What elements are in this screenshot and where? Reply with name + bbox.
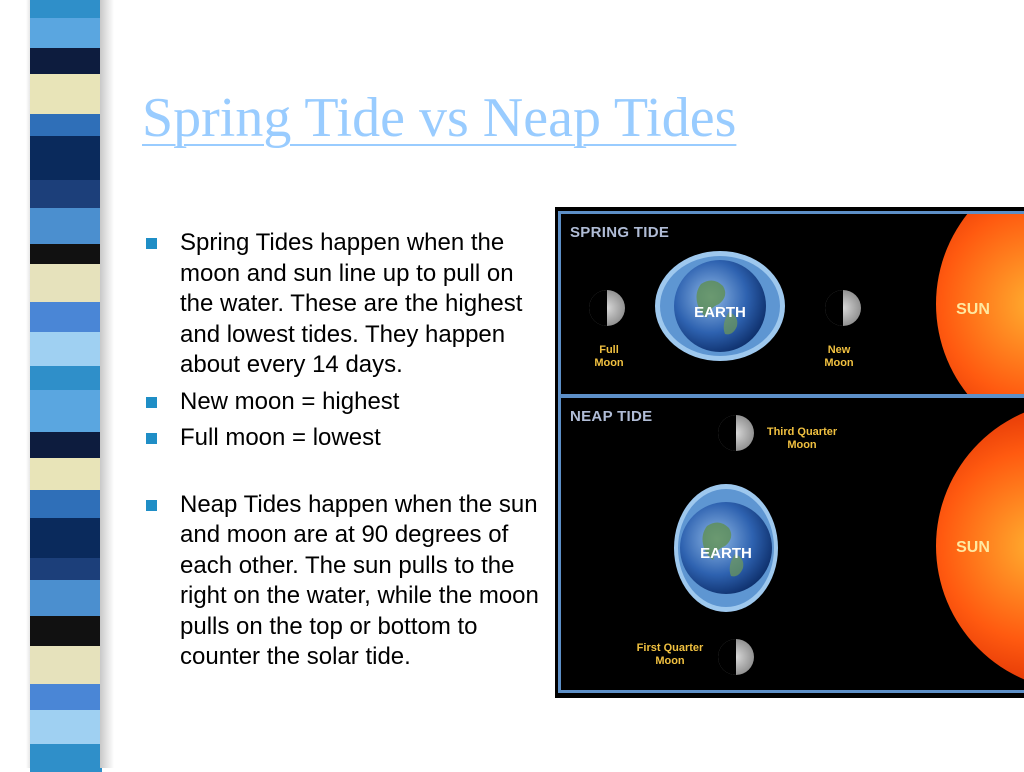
decorative-stripe <box>30 490 102 518</box>
decorative-stripe-bar <box>30 0 102 768</box>
decorative-stripe <box>30 180 102 208</box>
decorative-stripe <box>30 208 102 244</box>
full-moon-label <box>591 344 627 370</box>
new-moon-label-line2: Moon <box>824 357 854 369</box>
bullet-list <box>146 228 546 673</box>
earth-label: EARTH <box>694 304 746 321</box>
neap-tide-panel <box>558 395 1024 693</box>
new-moon-label-line1: New <box>827 344 851 356</box>
decorative-stripe <box>30 366 102 390</box>
decorative-stripe <box>30 302 102 332</box>
bullet-marker-icon <box>146 397 157 408</box>
sun-label: SUN <box>956 301 990 318</box>
bullet-neap-tides <box>146 490 546 673</box>
decorative-stripe <box>30 684 102 710</box>
decorative-stripe <box>30 458 102 490</box>
decorative-stripe <box>30 646 102 684</box>
bullet-full-moon <box>146 423 546 454</box>
decorative-stripe <box>30 264 102 302</box>
full-moon-label-line2: Moon <box>594 357 624 369</box>
bullet-marker-icon <box>146 433 157 444</box>
spring-tide-panel <box>558 211 1024 397</box>
bullet-text: Neap Tides happen when the sun and moon are at 90 degrees of each other. The sun pulls to the right on the water, while the moon pulls on the top or bottom to counter the solar tide. <box>180 490 539 670</box>
decorative-stripe <box>30 0 102 18</box>
neap-tide-label: NEAP TIDE <box>570 408 653 425</box>
bullet-text: New moon = highest <box>180 387 400 415</box>
earth-label: EARTH <box>700 545 752 562</box>
decorative-stripe <box>30 244 102 264</box>
first-quarter-moon-label <box>625 642 715 668</box>
decorative-stripe <box>30 558 102 580</box>
decorative-stripe <box>30 48 102 74</box>
first-quarter-label-line1: First Quarter <box>636 642 704 654</box>
decorative-stripe <box>30 616 102 646</box>
spring-tide-label: SPRING TIDE <box>570 224 670 241</box>
decorative-stripe <box>30 332 102 366</box>
decorative-stripe <box>30 710 102 744</box>
decorative-stripe <box>30 114 102 136</box>
slide-title: Spring Tide vs Neap Tides <box>142 87 737 149</box>
bullet-new-moon <box>146 387 546 418</box>
bullet-spring-tides <box>146 228 546 381</box>
bullet-text: Full moon = lowest <box>180 424 381 451</box>
first-quarter-label-line2: Moon <box>655 655 685 667</box>
decorative-stripe <box>30 432 102 458</box>
decorative-stripe <box>30 518 102 558</box>
bullet-marker-icon <box>146 238 157 249</box>
decorative-stripe <box>30 74 102 114</box>
full-moon-label-line1: Full <box>599 344 619 356</box>
third-quarter-moon-label <box>757 426 847 452</box>
decorative-stripe <box>30 136 102 180</box>
tide-diagram <box>555 207 1024 698</box>
spring-tide-scene <box>561 214 1024 394</box>
new-moon-label <box>819 344 859 370</box>
decorative-stripe <box>30 580 102 616</box>
decorative-stripe <box>30 18 102 48</box>
decorative-stripe <box>30 390 102 432</box>
sun-label: SUN <box>956 539 990 556</box>
third-quarter-label-line1: Third Quarter <box>766 426 838 438</box>
stripe-bar-shadow <box>100 0 114 768</box>
bullet-marker-icon <box>146 500 157 511</box>
bullet-text: Spring Tides happen when the moon and sun line up to pull on the water. These are the highest and lowest tides. They happen about every 14 days. <box>180 229 523 378</box>
third-quarter-label-line2: Moon <box>787 439 817 451</box>
